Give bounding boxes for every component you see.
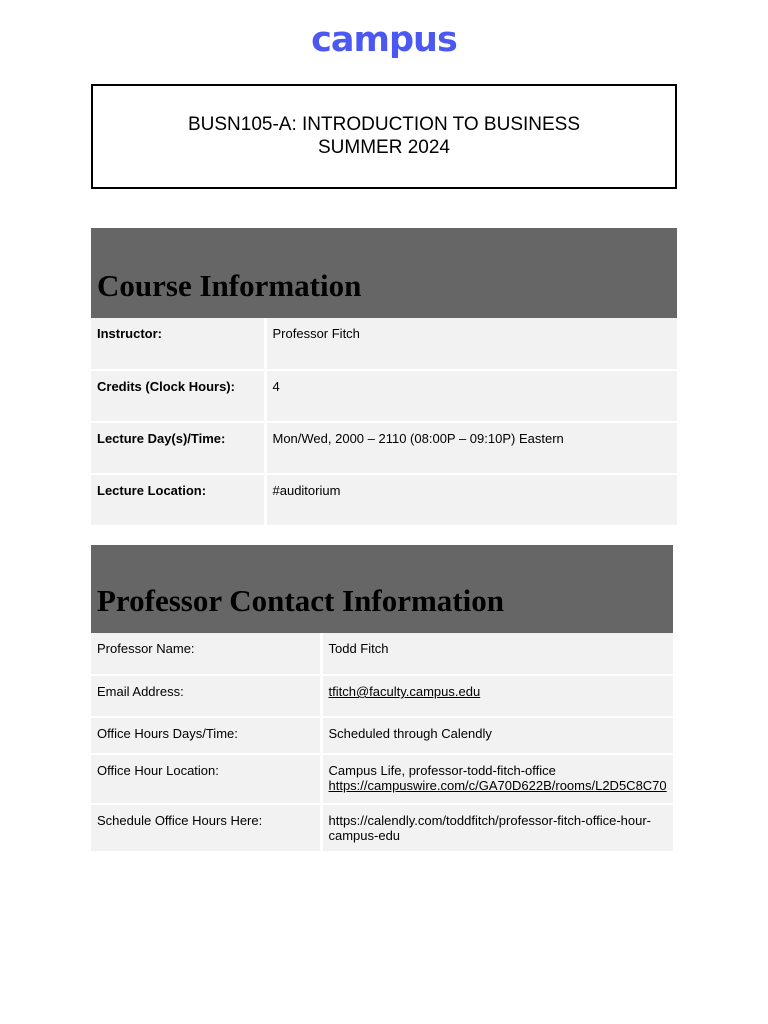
campus-logo: campus: [311, 20, 457, 60]
office-location-value: Campus Life, professor-todd-fitch-office: [328, 763, 556, 778]
course-title-box: [91, 84, 677, 189]
professor-name-value: Todd Fitch: [321, 633, 673, 675]
instructor-label: Instructor:: [91, 318, 265, 370]
office-location-cell: [321, 754, 673, 804]
professor-contact-table: [91, 633, 673, 853]
table-row: [91, 370, 677, 422]
instructor-value: Professor Fitch: [265, 318, 677, 370]
calendly-link[interactable]: https://calendly.com/toddfitch/professor-fitch-office-hour-campus-edu: [321, 804, 673, 852]
email-cell: [321, 675, 673, 717]
credits-value: 4: [265, 370, 677, 422]
office-hours-value: Scheduled through Calendly: [321, 717, 673, 754]
professor-contact-section: [91, 545, 673, 853]
table-row: [91, 804, 673, 852]
course-title: BUSN105-A: INTRODUCTION TO BUSINESS: [187, 114, 581, 135]
table-row: [91, 318, 677, 370]
email-link[interactable]: tfitch@faculty.campus.edu: [328, 684, 481, 699]
schedule-office-hours-label: Schedule Office Hours Here:: [91, 804, 321, 852]
professor-name-label: Professor Name:: [91, 633, 321, 675]
office-hours-label: Office Hours Days/Time:: [91, 717, 321, 754]
lecture-location-value: #auditorium: [265, 474, 677, 526]
course-information-section: [91, 228, 677, 527]
lecture-time-value: Mon/Wed, 2000 – 2110 (08:00P – 09:10P) Eastern: [265, 422, 677, 474]
credits-label: Credits (Clock Hours):: [91, 370, 265, 422]
table-row: [91, 474, 677, 526]
lecture-location-label: Lecture Location:: [91, 474, 265, 526]
course-information-table: [91, 318, 677, 527]
course-information-heading: Course Information: [91, 228, 677, 318]
table-row: [91, 422, 677, 474]
campuswire-link[interactable]: https://campuswire.com/c/GA70D622B/rooms/L2D5C8C70: [328, 778, 667, 793]
lecture-time-label: Lecture Day(s)/Time:: [91, 422, 265, 474]
table-row: [91, 675, 673, 717]
table-row: [91, 717, 673, 754]
office-location-label: Office Hour Location:: [91, 754, 321, 804]
email-label: Email Address:: [91, 675, 321, 717]
table-row: [91, 633, 673, 675]
course-term: SUMMER 2024: [318, 137, 450, 158]
table-row: [91, 754, 673, 804]
professor-contact-heading: Professor Contact Information: [91, 545, 673, 633]
